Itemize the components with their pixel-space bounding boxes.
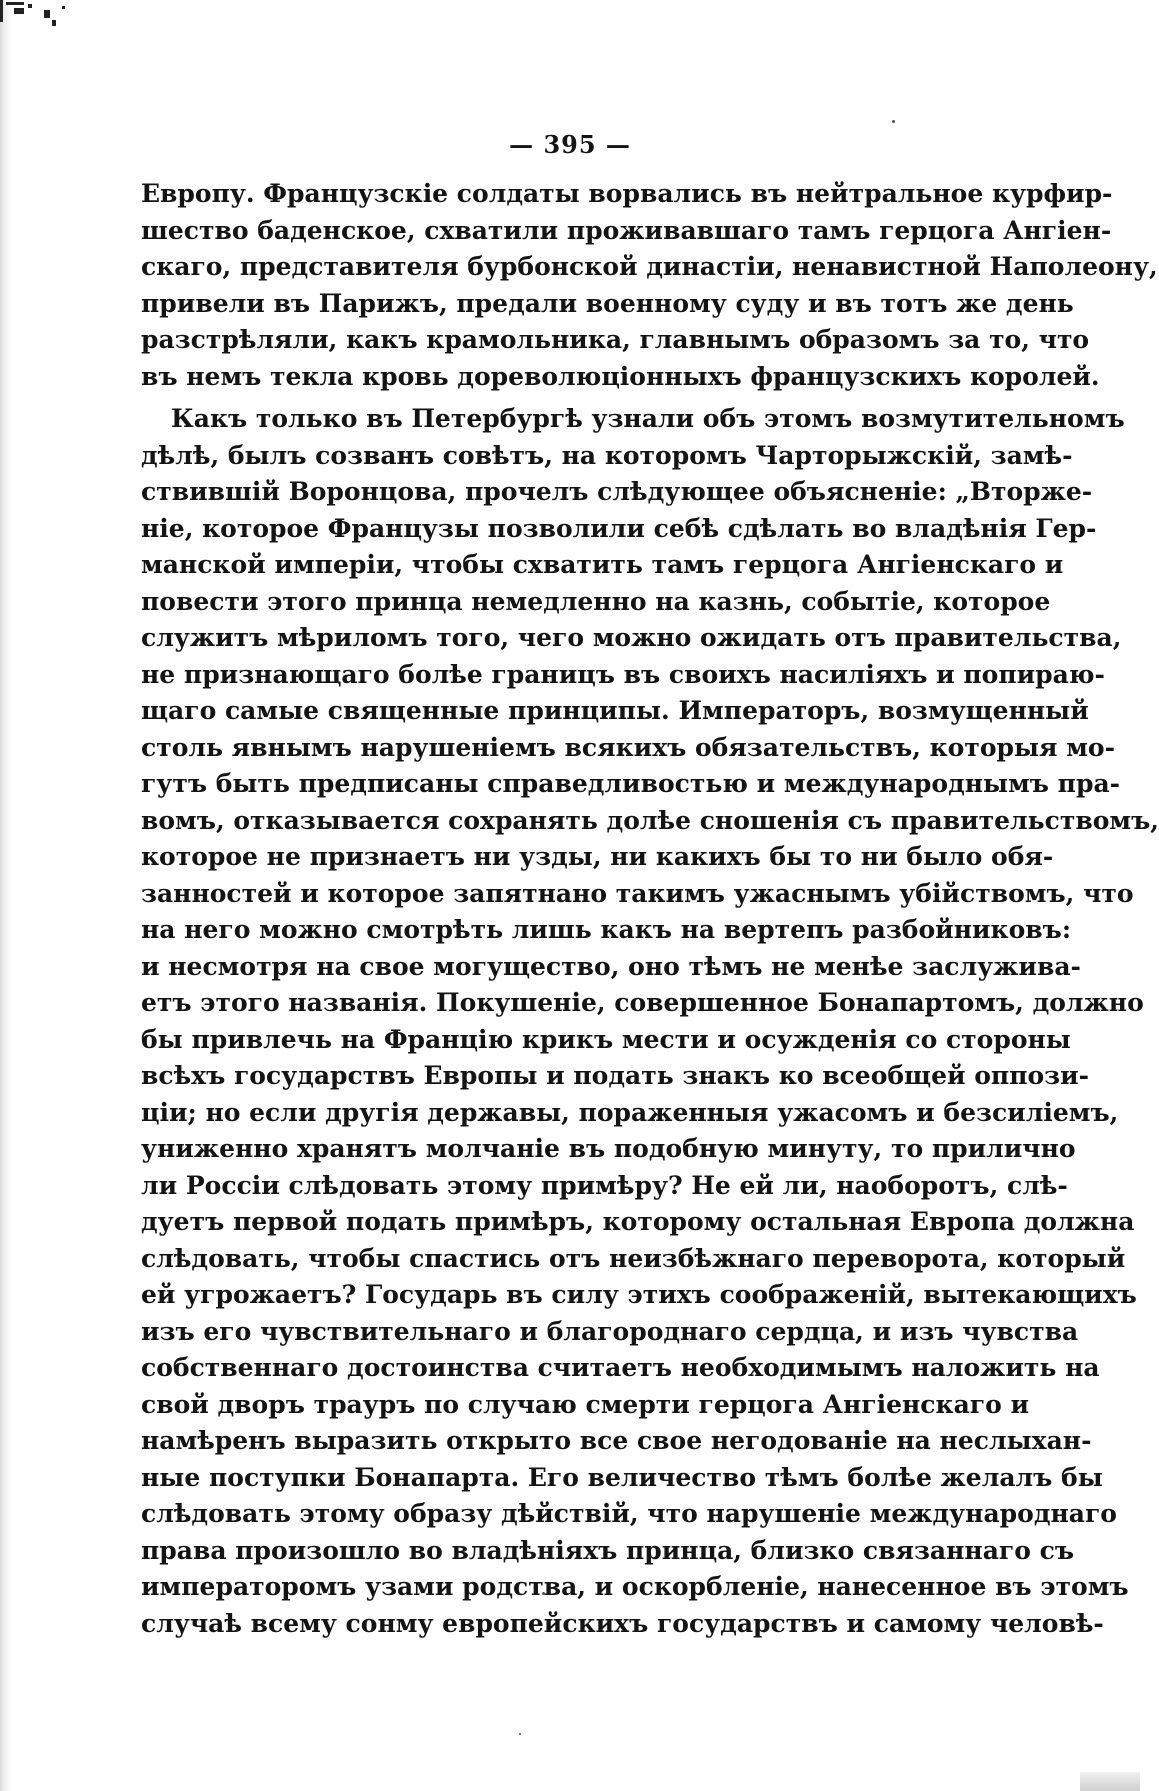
paragraph-2 — [141, 401, 1159, 1642]
text-line: дуетъ первой подать примѣръ, которому остальная Европа должна — [141, 1207, 1135, 1236]
text-line: случаѣ всему сонму европейскихъ государствъ и самому человѣ- — [141, 1608, 1104, 1638]
text-line: вомъ, отказывается сохранять долѣе сношенія съ правительствомъ, — [141, 805, 1159, 835]
text-line: въ немъ текла кровь дореволюціонныхъ французскихъ королей. — [141, 361, 1100, 391]
text-line: етъ этого названія. Покушеніе, совершенное Бонапартомъ, должно — [141, 988, 1144, 1017]
text-line: ствившій Воронцова, прочелъ слѣдующее объясненіе: „Вторже- — [141, 477, 1093, 506]
text-line: столь явнымъ нарушеніемъ всякихъ обязательствъ, которыя мо- — [141, 732, 1115, 762]
text-line: ные поступки Бонапарта. Его величество тѣмъ болѣе желалъ бы — [141, 1462, 1103, 1492]
text-line: и несмотря на свое могущество, оно тѣмъ не менѣе заслужива- — [141, 951, 1081, 981]
text-line: униженно хранятъ молчаніе въ подобную минуту, то прилично — [141, 1134, 1076, 1163]
text-line: права произошло во владѣніяхъ принца, близко связаннаго съ — [141, 1535, 1075, 1565]
text-line: императоромъ узами родства, и оскорбленіе, нанесенное въ этомъ — [141, 1572, 1129, 1601]
text-line: повести этого принца немедленно на казнь, событіе, которое — [141, 586, 1051, 616]
text-line: занностей и которое запятнано такимъ ужаснымъ убійствомъ, что — [141, 878, 1134, 908]
text-line: слѣдовать, чтобы спастись отъ неизбѣжнаго переворота, который — [141, 1243, 1126, 1273]
text-line: намѣренъ выразить открыто все свое негодованіе на неслыхан- — [141, 1426, 1092, 1455]
text-line: скаго, представителя бурбонской династіи, ненавистной Наполеону, — [141, 252, 1158, 281]
text-line: изъ его чувствительнаго и благороднаго сердца, и изъ чувства — [141, 1316, 1079, 1346]
text-line: гутъ быть предписаны справедливостью и международнымъ пра- — [141, 769, 1121, 798]
text-line: ціи; но если другія державы, пораженныя ужасомъ и безсиліемъ, — [141, 1097, 1119, 1127]
page-number: — 395 — — [509, 130, 631, 159]
text-line: манской имперіи, чтобы схватить тамъ герцога Ангіенскаго и — [141, 550, 1064, 579]
text-line: ніе, которое Французы позволили себѣ сдѣлать во владѣнія Гер- — [141, 513, 1097, 543]
text-line: дѣлѣ, былъ созванъ совѣтъ, на которомъ Чарторыжскій, замѣ- — [141, 440, 1073, 470]
text-line: привели въ Парижъ, предали военному суду и въ тотъ же день — [141, 288, 1074, 318]
text-line: Какъ только въ Петербургѣ узнали объ этомъ возмутительномъ — [171, 404, 1125, 433]
text-line: щаго самые священные принципы. Императоръ, возмущенный — [141, 696, 1089, 725]
body-text — [141, 176, 1159, 1642]
text-line: слѣдовать этому образу дѣйствій, что нарушеніе международнаго — [141, 1499, 1117, 1528]
text-line: ли Россіи слѣдовать этому примѣру? Не ей ли, наоборотъ, слѣ- — [141, 1170, 1068, 1200]
text-line: свой дворъ трауръ по случаю смерти герцога Ангіенскаго и — [141, 1389, 1030, 1419]
text-line: не признающаго болѣе границъ въ своихъ насиліяхъ и попираю- — [141, 659, 1105, 689]
scan-corner-artifact — [0, 0, 90, 30]
text-line: Европу. Французскіе солдаты ворвались въ нейтральное курфир- — [141, 179, 1113, 208]
paragraph-1 — [141, 176, 1158, 395]
text-line: на него можно смотрѣть лишь какъ на вертепъ разбойниковъ: — [141, 915, 1072, 944]
text-line: бы привлечь на Францію крикъ мести и осужденія со стороны — [141, 1024, 1071, 1054]
scan-speck — [519, 1733, 521, 1735]
text-line: ей угрожаетъ? Государь въ силу этихъ соображеній, вытекающихъ — [141, 1280, 1137, 1309]
text-line: всѣхъ государствъ Европы и подать знакъ ко всеобщей оппози- — [141, 1061, 1090, 1090]
text-line: разстрѣляли, какъ крамольника, главнымъ образомъ за то, что — [141, 325, 1090, 354]
scan-speck — [892, 120, 895, 123]
text-line: шество баденское, схватили проживавшаго тамъ герцога Ангіен- — [141, 215, 1112, 245]
text-line: служитъ мѣриломъ того, чего можно ожидать отъ правительства, — [141, 623, 1122, 652]
scan-bottom-edge — [1080, 1772, 1140, 1791]
scan-edge-shadow — [0, 0, 12, 1791]
text-line: собственнаго достоинства считаетъ необходимымъ наложить на — [141, 1353, 1100, 1382]
text-line: которое не признаетъ ни узды, ни какихъ бы то ни было обя- — [141, 842, 1054, 871]
